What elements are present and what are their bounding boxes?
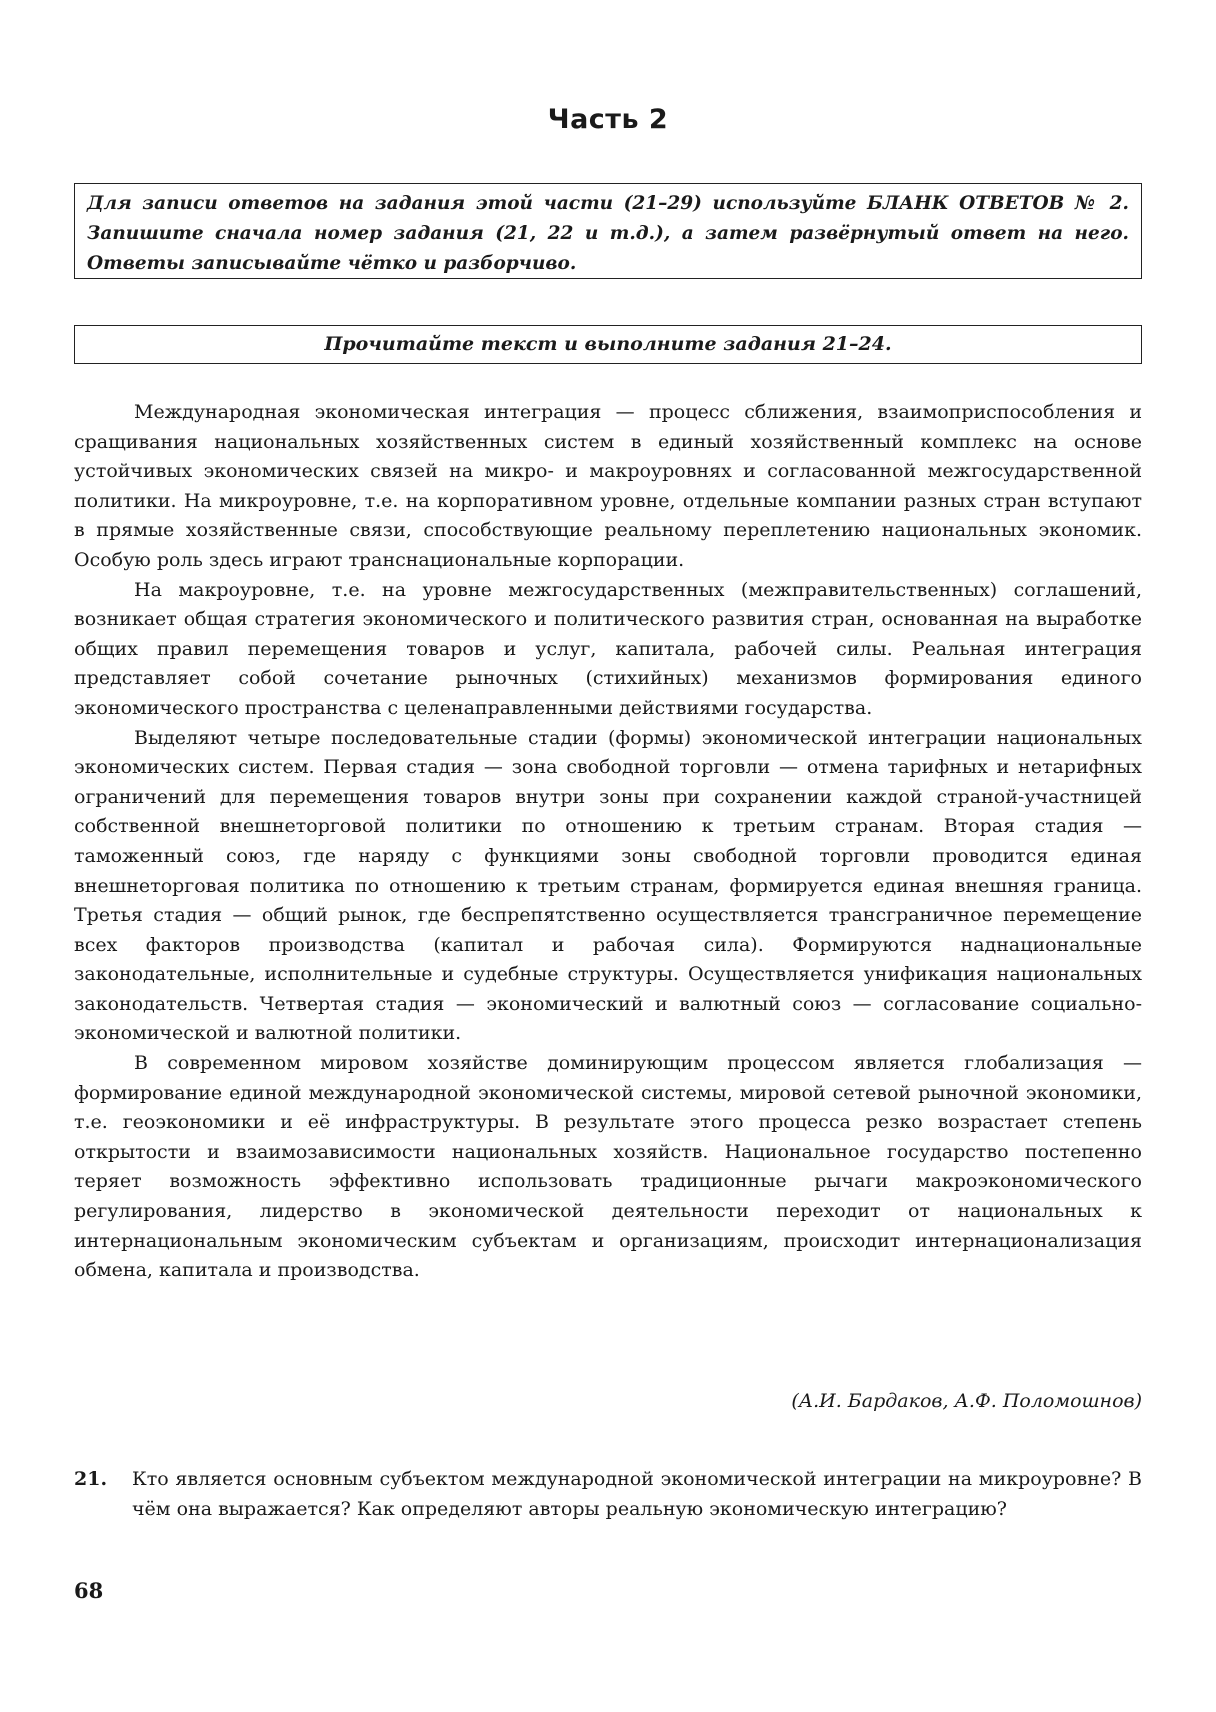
question-text: Кто является основным субъектом международной экономической интеграции на микроуровне? В чём она выражается? Как определяют авторы реальную экономическую интеграцию? xyxy=(132,1468,1142,1520)
page-number: 68 xyxy=(74,1578,104,1603)
task-header: Прочитайте текст и выполните задания 21–24. xyxy=(74,325,1142,364)
paragraph-4: В современном мировом хозяйстве доминирующим процессом является глобализация — формирование единой международной экономической системы, мировой сетевой рыночной экономики, т.е. геоэкономики и её инфраструктуры. В результате этого процесса резко возрастает степень открытости и взаимозависимости национальных хозяйств. Национальное государство постепенно теряет возможность эффективно использовать традиционные рычаги макроэкономического регулирования, лидерство в экономической деятельности переходит от национальных к интернациональным экономическим субъектам и организациям, происходит интернационализация обмена, капитала и производства. xyxy=(74,1052,1142,1282)
page xyxy=(74,0,1142,1712)
question-number: 21. xyxy=(74,1468,108,1490)
paragraph-1: Международная экономическая интеграция — процесс сближения, взаимоприспособления и сращивания национальных хозяйственных систем в единый хозяйственный комплекс на основе устойчивых экономических связей на микро- и макроуровнях и согласованной межгосударственной политики. На микроуровне, т.е. на корпоративном уровне, отдельные компании разных стран вступают в прямые хозяйственные связи, способствующие реальному переплетению национальных экономик. Особую роль здесь играют транснациональные корпорации. xyxy=(74,401,1142,571)
source-attribution: (А.И. Бардаков, А.Ф. Поломошнов) xyxy=(791,1390,1142,1412)
question-21 xyxy=(74,1465,1142,1524)
paragraph-2: На макроуровне, т.е. на уровне межгосударственных (межправительственных) соглашений, возникает общая стратегия экономического и политического развития стран, основанная на выработке общих правил перемещения товаров и услуг, капитала, рабочей силы. Реальная интеграция представляет собой сочетание рыночных (стихийных) механизмов формирования единого экономического пространства с целенаправленными действиями государства. xyxy=(74,578,1142,719)
reading-text xyxy=(74,398,1142,1286)
part-title: Часть 2 xyxy=(547,104,669,135)
paragraph-3: Выделяют четыре последовательные стадии (формы) экономической интеграции национальных экономических систем. Первая стадия — зона свободной торговли — отмена тарифных и нетарифных ограничений для перемещения товаров внутри зоны при сохранении каждой страной-участницей собственной внешнеторговой политики по отношению к третьим странам. Вторая стадия — таможенный союз, где наряду с функциями зоны свободной торговли проводится единая внешнеторговая политика по отношению к третьим странам, формируется единая внешняя граница. Третья стадия — общий рынок, где беспрепятственно осуществляется трансграничное перемещение всех факторов производства (капитал и рабочая сила). Формируются наднациональные законодательные, исполнительные и судебные структуры. Осуществляется унификация национальных законодательств. Четвертая стадия — экономический и валютный союз — согласование социально-экономической и валютной политики. xyxy=(74,726,1142,1045)
instructions-box: Для записи ответов на задания этой части (21–29) используйте БЛАНК ОТВЕТОВ № 2. Запишите сначала номер задания (21, 22 и т.д.), а затем развёрнутый ответ на него. Ответы записывайте чётко и разборчиво. xyxy=(74,183,1142,279)
